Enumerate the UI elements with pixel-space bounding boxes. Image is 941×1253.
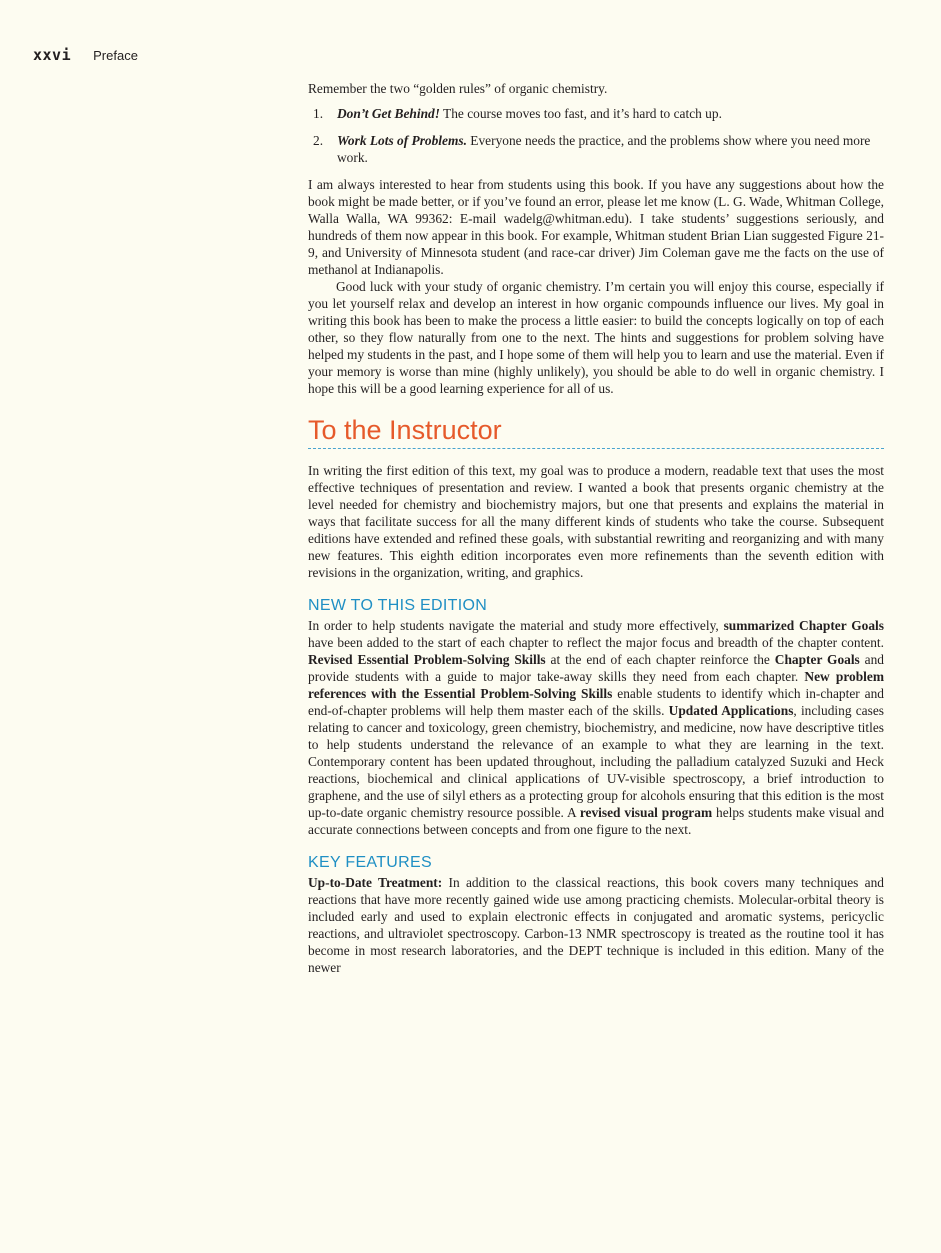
golden-rules-list (308, 105, 884, 166)
page-number: xxvi (33, 46, 72, 64)
list-item (308, 105, 884, 122)
intro-line: Remember the two “golden rules” of organic chemistry. (308, 81, 608, 96)
rule-title: Work Lots of Problems. (337, 133, 467, 148)
rule-text: The course moves too fast, and it’s hard to catch up. (439, 106, 722, 121)
rule-title: Don’t Get Behind! (337, 106, 440, 121)
section-name: Preface (93, 48, 138, 63)
list-number: 1. (313, 106, 324, 121)
subheading-key-features: KEY FEATURES (308, 854, 432, 871)
list-item (308, 132, 884, 166)
instructor-paragraph: In writing the first edition of this text, my goal was to produce a modern, readable text that uses the most effective techniques of presentation and review. I wanted a book that presents organic chemistry at the level needed for chemistry and biochemistry majors, but one that presents and explains the material in ways that facilitate success for all the many different kinds of students who take the course. Subsequent editions have extended and refined these goals, with substantial rewriting and reorganizing and with many new features. This eighth edition incorporates even more refinements than the seventh edition with revisions in the organization, writing, and graphics. (308, 463, 884, 580)
good-luck-paragraph: Good luck with your study of organic chemistry. I’m certain you will enjoy this course, especially if you let yourself relax and develop an interest in how organic compounds influence our lives. My goal in writing this book has been to make the process a little easier: to build the concepts logically on top of each other, so they flow naturally from one to the next. The hints and suggestions for problem solving have helped my students in the past, and I hope some of them will help you to learn and use the material. Even if your memory is worse than mine (highly unlikely), you should be able to do well in organic chemistry. I hope this will be a good learning experience for all of us. (308, 279, 884, 396)
new-edition-paragraph: In order to help students navigate the material and study more effectively, summarized Chapter Goals have been added to the start of each chapter to reflect the major focus and breadth of the chapter content. Revised Essential Problem-Solving Skills at the end of each chapter reinforce the Chapter Goals and provide students with a guide to major take-away skills they need from each chapter. New problem references with the Essential Problem-Solving Skills enable students to identify which in-chapter and end-of-chapter problems will help them master each of the skills. Updated Applications, including cases relating to cancer and toxicology, green chemistry, biochemistry, and medicine, now have descriptive titles to help students understand the relevance of an example to what they are learning in the text. Contemporary content has been updated throughout, including the palladium catalyzed Suzuki and Heck reactions, biochemical and clinical applications of UV-visible spectroscopy, a brief introduction to graphene, and the use of silyl ethers as a protecting group for alcohols ensuring that this edition is the most up-to-date organic chemistry resource possible. A revised visual program helps students make visual and accurate connections between concepts and from one figure to the next. (308, 618, 885, 837)
subheading-new-edition: NEW TO THIS EDITION (308, 597, 488, 614)
list-number: 2. (313, 133, 324, 148)
feedback-paragraph: I am always interested to hear from students using this book. If you have any suggestions about how the book might be made better, or if you’ve found an error, please let me know (L. G. Wade, Whitman College, Walla Walla, WA 99362: E-mail wadelg@whitman.edu). I take students’ suggestions seriously, and hundreds of them now appear in this book. For example, Whitman student Brian Lian suggested Figure 21-9, and University of Minnesota student (and race-car driver) Jim Coleman gave me the facts on the use of methanol at Indianapolis. (308, 177, 884, 277)
section-heading-instructor: To the Instructor (308, 415, 884, 449)
running-head (33, 46, 138, 64)
key-features-paragraph: Up-to-Date Treatment: In addition to the classical reactions, this book covers many techniques and reactions that have more recently gained wide use among practicing chemists. Molecular-orbital theory is included early and used to explain electronic effects in conjugated and aromatic systems, pericyclic reactions, and ultraviolet spectroscopy. Carbon-13 NMR spectroscopy is treated as the routine tool it has become in most research laboratories, and the DEPT technique is included in this edition. Many of the newer (308, 875, 885, 975)
main-content (308, 80, 884, 976)
rule-text: Everyone needs the practice, and the problems show where you need more work. (337, 133, 871, 165)
